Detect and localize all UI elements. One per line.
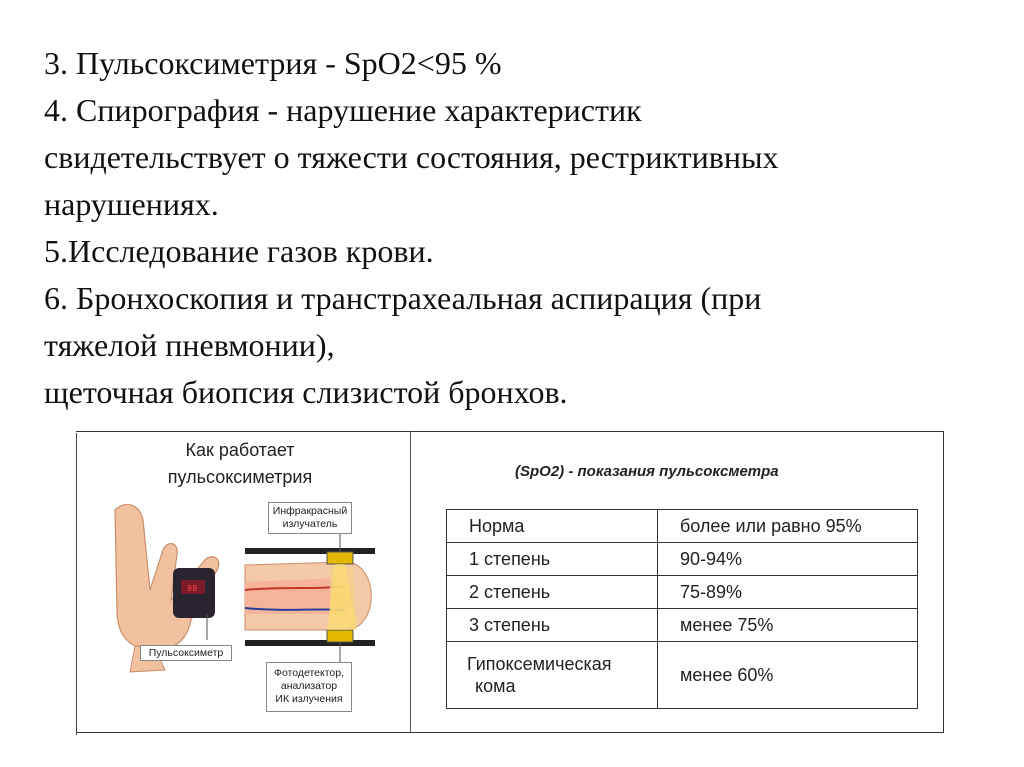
illustration-title-line: пульсоксиметрия	[167, 467, 313, 487]
table-row	[447, 543, 918, 576]
text-line: тяжелой пневмонии),	[44, 327, 335, 363]
table-cell-value: 90-94%	[658, 543, 918, 576]
slide-text	[44, 40, 1004, 416]
figure-divider	[410, 431, 411, 733]
text-line: 6. Бронхоскопия и транстрахеальная аспирация (при	[44, 280, 762, 316]
device-label-text: Пульсоксиметр	[148, 647, 224, 659]
pulse-oximeter-device-icon	[173, 568, 215, 618]
table-cell-grade: Норма	[447, 510, 658, 543]
illustration-title	[110, 437, 370, 491]
table-row	[447, 642, 918, 709]
text-line: 5.Исследование газов крови.	[44, 233, 434, 269]
table-row	[447, 576, 918, 609]
table-cell-grade: 3 степень	[447, 609, 658, 642]
text-line: 4. Спирография - нарушение характеристик	[44, 92, 642, 128]
table-cell-value: 75-89%	[658, 576, 918, 609]
illustration-title-line: Как работает	[185, 440, 295, 460]
table-cell-value: менее 75%	[658, 609, 918, 642]
table-cell-grade	[447, 642, 658, 709]
text-line: свидетельствует о тяжести состояния, рестриктивных	[44, 139, 779, 175]
detector-label	[266, 662, 352, 712]
table-row	[447, 609, 918, 642]
detector-label-line: анализатор	[280, 680, 338, 692]
table-cell-grade: 2 степень	[447, 576, 658, 609]
spo2-table-title: (SpO2) - показания пульсоксметра	[515, 463, 779, 480]
device-label	[140, 645, 232, 661]
emitter-label-line: излучатель	[282, 518, 338, 530]
detector-label-line: ИК излучения	[275, 693, 343, 705]
table-cell-grade-line: кома	[475, 676, 516, 696]
table-cell-grade-line: Гипоксемическая	[467, 654, 612, 674]
emitter-label	[268, 502, 352, 534]
finger-cross-section-icon	[245, 548, 375, 646]
svg-text:98: 98	[187, 584, 198, 593]
detector-label-line: Фотодетектор,	[273, 667, 345, 679]
emitter-label-line: Инфракрасный	[272, 505, 348, 517]
spo2-table	[446, 509, 918, 709]
text-line: нарушениях.	[44, 186, 219, 222]
text-line: щеточная биопсия слизистой бронхов.	[44, 374, 568, 410]
table-cell-value: менее 60%	[658, 642, 918, 709]
text-line: 3. Пульсоксиметрия - SpO2<95 %	[44, 45, 502, 81]
table-cell-grade: 1 степень	[447, 543, 658, 576]
table-cell-value: более или равно 95%	[658, 510, 918, 543]
table-row	[447, 510, 918, 543]
figure-left-rule	[76, 433, 77, 735]
